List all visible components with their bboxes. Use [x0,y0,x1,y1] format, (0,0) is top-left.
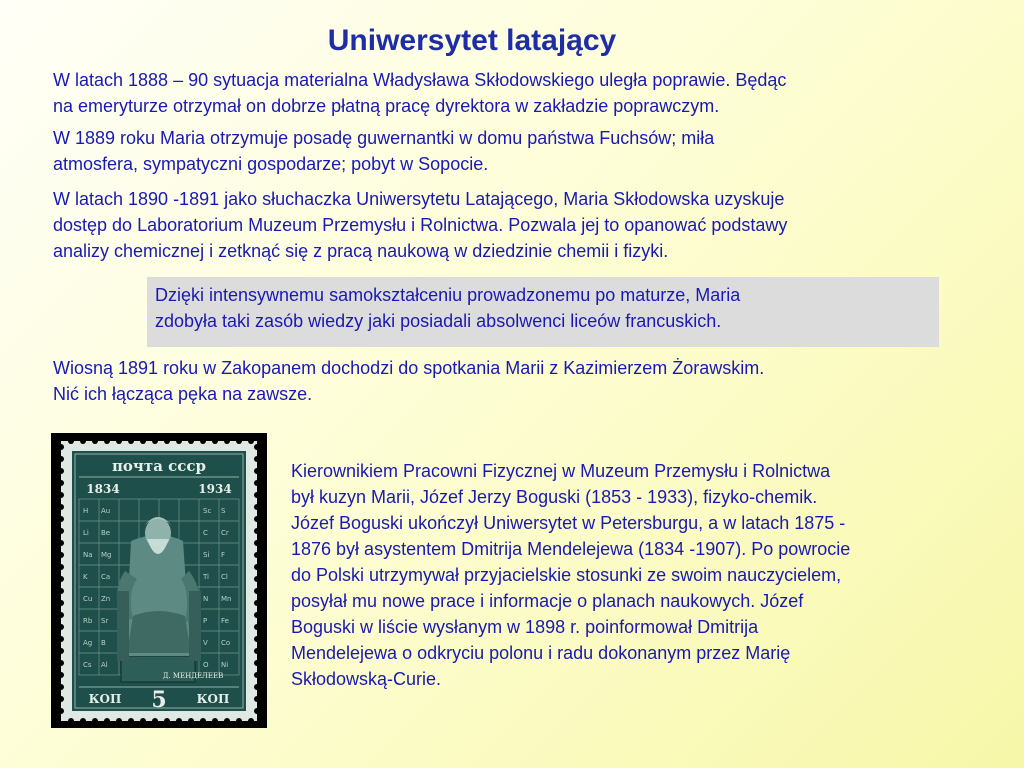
paragraph-4: Wiosną 1891 roku w Zakopanem dochodzi do spotkania Marii z Kazimierzem Żorawskim. Nić ich łącząca pęka na zawsze. [53,358,765,404]
element-symbol: V [203,639,208,647]
highlight-text: Dzięki intensywnemu samokształceniu prowadzonemu po maturze, Maria zdobyła taki zasób wiedzy jaki posiadali absolwenci liceów francuskich. [155,285,741,331]
element-symbol: Sr [101,617,109,625]
boguski-paragraph: Kierownikiem Pracowni Fizycznej w Muzeum Przemysłu i Rolnictwa był kuzyn Marii, Józef Jerzy Boguski (1853 - 1933), fizyko-chemik. Józef Boguski ukończył Uniwersytet w Petersburgu, a w latach 1875 - 1876 był asystentem Dmitrija Mendelejewa (1834 -1907). Po powrocie do Polski utrzymywał przyjacielskie stosunki ze swoim nauczycielem, posyłał mu nowe prace i informacje o planach naukowych. Józef Boguski w liście wysłanym w 1898 r. poinformował Dmitrija Mendelejewa o odkryciu polonu i radu dokonanym przez Marię Skłodowską-Curie. [291,461,851,689]
stamp-year-left: 1834 [86,482,120,496]
element-symbol: Mg [101,551,112,559]
element-symbol: K [83,573,88,581]
stamp-header: почта ссср [111,457,207,475]
stamp-image [51,433,267,728]
element-symbol: C [203,529,208,537]
element-symbol: Si [203,551,210,559]
stamp-denomination-left: КОП [88,692,122,706]
stamp-name: Д. МЕНДЕЛЕЕВ [162,672,224,680]
stamp-denomination-value: 5 [151,687,167,713]
element-symbol: Cr [221,529,229,537]
highlight-box [147,277,939,347]
element-symbol: Fe [221,617,229,625]
stamp-year-right: 1934 [198,482,232,496]
element-symbol: Cu [83,595,93,603]
element-symbol: F [221,551,226,559]
element-symbol: O [203,661,209,669]
element-symbol: Ni [221,661,229,669]
element-symbol: Cl [221,573,228,581]
element-symbol: Al [101,661,108,669]
stamp-denomination-right: КОП [196,692,230,706]
element-symbol: P [203,617,208,625]
element-symbol: Cs [83,661,92,669]
paragraph-2: W 1889 roku Maria otrzymuje posadę guwernantki w domu państwa Fuchsów; miła atmosfera, sympatyczni gospodarze; pobyt w Sopocie. [53,128,715,174]
mendeleev-stamp [61,441,257,721]
element-symbol: Ti [203,573,210,581]
element-symbol: S [221,507,226,515]
element-symbol: Zn [101,595,111,603]
element-symbol: Au [101,507,111,515]
element-symbol: Be [101,529,111,537]
element-symbol: Co [221,639,231,647]
element-symbol: Li [83,529,89,537]
element-symbol: Sc [203,507,212,515]
paragraph-3: W latach 1890 -1891 jako słuchaczka Uniwersytetu Latającego, Maria Skłodowska uzyskuje dostęp do Laboratorium Muzeum Przemysłu i Rolnictwa. Pozwala jej to opanować podstawy analizy chemicznej i zetknąć się z pracą naukową w dziedzinie chemii i fizyki. [53,189,788,261]
element-symbol: Mn [221,595,232,603]
paragraph-1: W latach 1888 – 90 sytuacja materialna Władysława Skłodowskiego uległa poprawie. Będąc na emeryturze otrzymał on dobrze płatną pracę dyrektora w zakładzie poprawczym. [53,70,787,116]
element-symbol: Ca [101,573,111,581]
element-symbol: B [101,639,106,647]
element-symbol: N [203,595,209,603]
slide-title: Uniwersytet latający [327,24,617,57]
element-symbol: H [83,507,89,515]
element-symbol: Rb [83,617,93,625]
element-symbol: Na [83,551,93,559]
element-symbol: Ag [83,639,93,647]
